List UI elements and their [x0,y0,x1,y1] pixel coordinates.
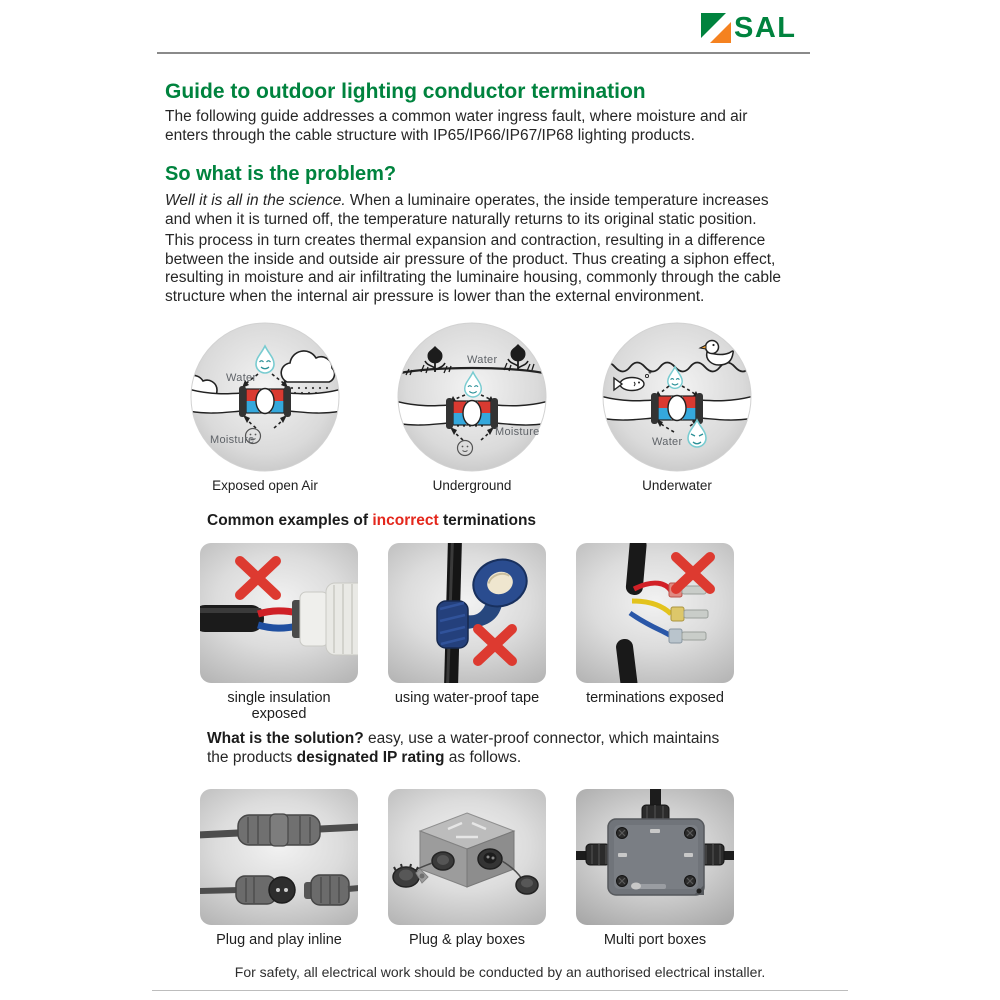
terminations-illustration [576,543,734,683]
incorrect-example-tape [388,543,546,706]
incorrect-example-terminations [576,543,734,706]
photo-single-insulation-exposed [200,543,358,683]
tape-illustration [388,543,546,683]
solution-plug-play-inline [200,789,358,948]
inline-connector-illustration [200,789,358,925]
water-label: Water [652,436,683,448]
solution-plug-play-boxes [388,789,546,948]
solution-text-2: as follows. [444,748,522,766]
moisture-label: Moisture [495,426,540,438]
scenario-underwater [602,322,752,493]
junction-box-illustration [388,789,546,925]
connector-cap-icon [516,876,538,894]
intro-paragraph: The following guide addresses a common water ingress fault, where moisture and air enters through the cable structure with IP65/IP66/IP67/IP68 lighting products. [165,108,748,144]
scenario-caption: Exposed open Air [212,478,318,493]
tape-roll-icon [467,553,533,613]
multi-port-box-illustration [576,789,734,925]
safety-note: For safety, all electrical work should be conducted by an authorised electrical installer. [234,964,766,980]
problem-heading: So what is the problem? [165,163,397,185]
solution-text-1: easy, use a water-proof connector, which maintains the products [207,730,720,766]
scenario-exposed-open-air [190,322,340,493]
connector-cap-icon [393,864,419,887]
solution-question: What is the solution? [207,730,364,747]
solution-caption: Plug and play inline [216,932,342,948]
moisture-label: Moisture [210,434,255,446]
scenario-caption: Underground [432,478,512,493]
water-label: Water [467,354,498,366]
problem-paragraph-2: This process in turn creates thermal expansion and contraction, resulting in a difference between the inside and outside air pressure of the product. Thus creating a siphon effect, resulting in moisture and air infiltrating the luminaire housing, commonly through the cable structure when the internal air pressure is lower than the external environment. [165,232,782,305]
underground-diagram [397,322,547,472]
scenario-underground [397,322,547,493]
solution-lead [207,730,735,767]
incorrect-caption: single insulation exposed [227,690,331,722]
page-title: Guide to outdoor lighting conductor termination [165,80,646,103]
sal-logo-text: SAL [734,12,797,44]
problem-paragraph-1-rest: When a luminaire operates, the inside temperature increases and when it is turned off, the temperature naturally returns to its original static position. [165,192,769,228]
water-label: Water [226,372,257,384]
photo-terminations-exposed [576,543,734,683]
scenario-caption: Underwater [642,478,712,493]
solution-caption: Multi port boxes [603,932,707,948]
incorrect-example-single-insulation [200,543,358,722]
exposed-open-air-diagram [190,322,340,472]
photo-multi-port-boxes [576,789,734,925]
solution-caption: Plug & play boxes [408,932,526,948]
sal-logo-icon [701,13,731,43]
red-x-icon [478,629,512,661]
footer-divider [152,990,848,991]
red-x-icon [676,557,710,589]
incorrect-caption: terminations exposed [586,690,724,706]
photo-plug-play-inline [200,789,358,925]
incorrect-heading [207,512,536,530]
solution-multi-port-boxes [576,789,734,948]
red-x-icon [240,561,276,595]
incorrect-heading-suffix: terminations [438,512,537,529]
incorrect-heading-highlight: incorrect [372,512,439,529]
photo-plug-play-boxes [388,789,546,925]
incorrect-heading-prefix: Common examples of [207,512,373,529]
problem-italic-lead: Well it is all in the science. [165,192,346,209]
photo-water-proof-tape [388,543,546,683]
single-insulation-illustration [200,543,358,683]
problem-paragraph-1 [165,192,793,229]
solution-ip-rating: designated IP rating [296,748,445,766]
header-divider [157,52,810,54]
sal-logo [701,13,797,43]
incorrect-caption: using water-proof tape [394,690,540,706]
underwater-diagram [602,322,752,472]
